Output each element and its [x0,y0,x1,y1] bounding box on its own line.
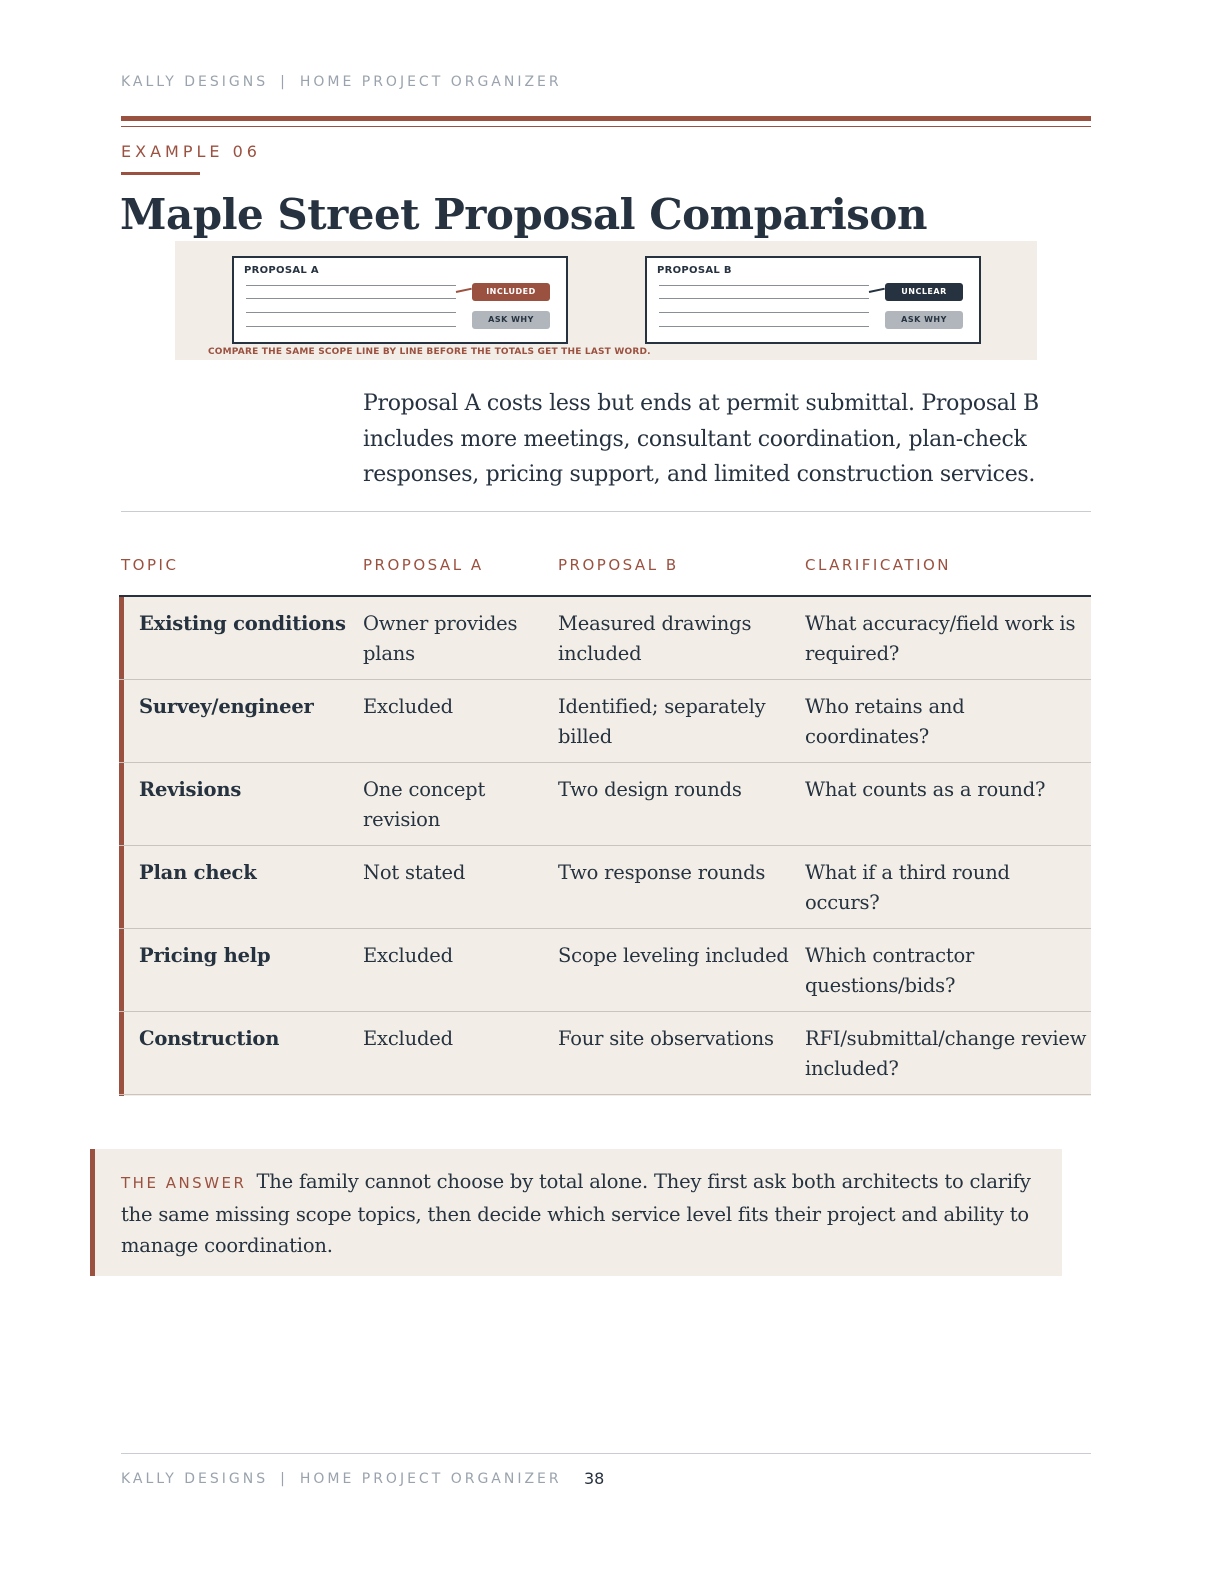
running-header [121,74,562,90]
header-separator: | [280,74,288,90]
proposal-a-card-label: PROPOSAL A [244,265,319,276]
table-row [119,1012,1091,1095]
cell-proposal-b: Two design rounds [558,778,742,801]
comparison-table [119,595,1091,1096]
cell-proposal-b: Scope leveling included [558,944,789,967]
table-row [119,763,1091,846]
header-section: HOME PROJECT ORGANIZER [299,74,562,90]
cell-topic: Construction [139,1027,280,1050]
table-row [119,929,1091,1012]
connector-line [869,288,885,293]
unclear-badge: UNCLEAR [885,283,963,301]
cell-topic: Pricing help [139,944,271,967]
eyebrow-rule [121,172,200,175]
running-footer [121,1471,562,1487]
intro-paragraph: Proposal A costs less but ends at permit submittal. Proposal B includes more meetings, consultant coordination, plan-check responses, pricing support, and limited construction services. [363,391,1039,487]
cell-proposal-a: Owner provides plans [363,612,518,665]
column-header-proposal-b: PROPOSAL B [558,556,679,574]
cell-clarification: RFI/submittal/change review included? [805,1027,1087,1080]
cell-proposal-b: Measured drawings included [558,612,752,665]
cell-proposal-a: One concept revision [363,778,486,831]
proposal-b-card [645,256,981,344]
cell-clarification: What accuracy/field work is required? [805,612,1076,665]
section-divider [121,511,1091,512]
cell-topic: Survey/engineer [139,695,314,718]
proposal-a-card [232,256,568,344]
cell-topic: Plan check [139,861,257,884]
proposal-b-card-label: PROPOSAL B [657,265,732,276]
table-row [119,846,1091,929]
footer-section: HOME PROJECT ORGANIZER [299,1471,562,1487]
cell-proposal-a: Excluded [363,1027,453,1050]
cell-topic: Existing conditions [139,612,346,635]
header-rule-thick [121,116,1091,121]
cell-proposal-a: Excluded [363,695,453,718]
footer-rule [121,1453,1091,1454]
column-header-clarification: CLARIFICATION [805,556,952,574]
illustration-caption: COMPARE THE SAME SCOPE LINE BY LINE BEFORE THE TOTALS GET THE LAST WORD. [208,347,651,357]
example-eyebrow: EXAMPLE 06 [121,142,261,161]
cell-proposal-a: Excluded [363,944,453,967]
scope-line [246,312,456,313]
ask-why-badge: ASK WHY [885,311,963,329]
column-header-proposal-a: PROPOSAL A [363,556,484,574]
answer-callout [90,1149,1062,1276]
cell-proposal-b: Four site observations [558,1027,774,1050]
table-row [119,597,1091,680]
cell-proposal-b: Two response rounds [558,861,766,884]
connector-line [456,288,472,293]
column-header-topic: TOPIC [121,556,179,574]
scope-line [659,298,869,299]
cell-proposal-b: Identified; separately billed [558,695,766,748]
cell-clarification: Which contractor questions/bids? [805,944,975,997]
footer-separator: | [280,1471,288,1487]
scope-line [659,312,869,313]
scope-line [659,285,869,286]
cell-proposal-a: Not stated [363,861,466,884]
footer-brand: KALLY DESIGNS [121,1471,269,1487]
page-title: Maple Street Proposal Comparison [120,190,927,239]
cell-clarification: What if a third round occurs? [805,861,1010,914]
included-badge: INCLUDED [472,283,550,301]
cell-clarification: What counts as a round? [805,778,1046,801]
scope-line [246,326,456,327]
page-number: 38 [584,1469,605,1488]
ask-why-badge: ASK WHY [472,311,550,329]
answer-label: THE ANSWER [121,1174,247,1192]
scope-line [659,326,869,327]
scope-line [246,298,456,299]
cell-topic: Revisions [139,778,242,801]
answer-text [121,1166,1046,1261]
header-rule-thin [121,126,1091,127]
answer-body: The family cannot choose by total alone. They first ask both architects to clarify the same missing scope topics, then decide which service level fits their project and ability to manage coordination. [121,1170,1031,1257]
answer-accent-bar [90,1149,95,1276]
header-brand: KALLY DESIGNS [121,74,269,90]
proposal-illustration [175,241,1037,360]
scope-line [246,285,456,286]
cell-clarification: Who retains and coordinates? [805,695,965,748]
table-row [119,680,1091,763]
